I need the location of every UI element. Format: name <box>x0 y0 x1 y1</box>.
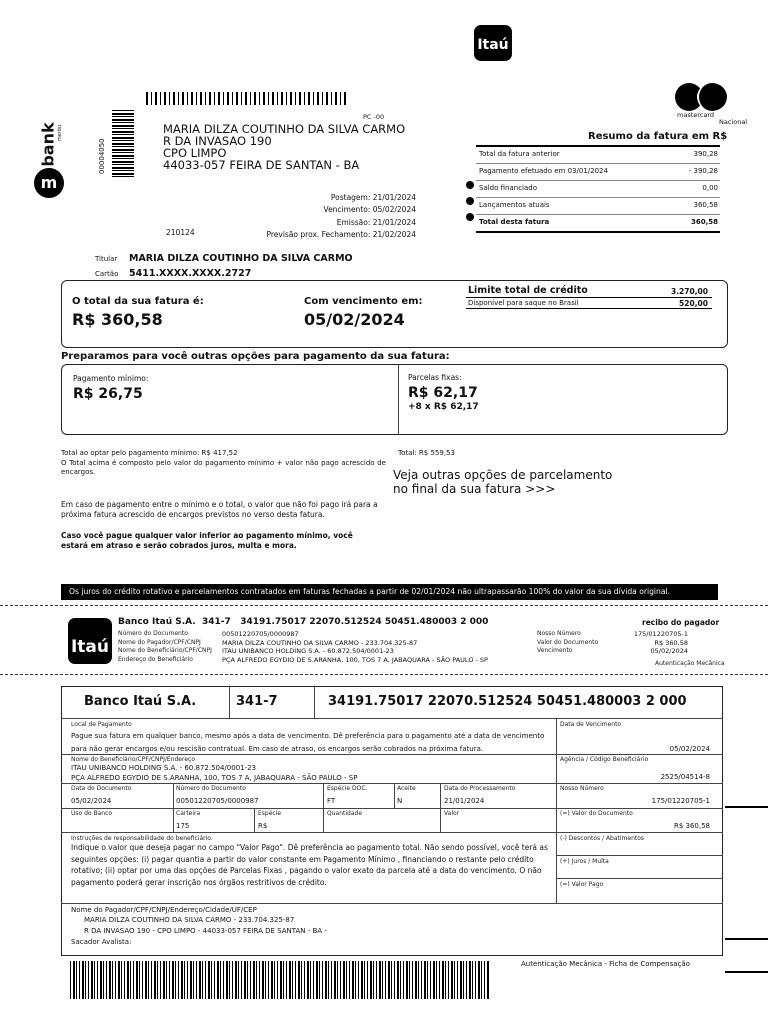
pagador-line1: MARIA DILZA COUTINHO DA SILVA CARMO - 233.704.325-87 <box>84 916 295 924</box>
vdoc-value: R$ 360,58 <box>673 822 710 830</box>
pc-code: PC -00 <box>363 113 385 121</box>
inst-sub: +8 x R$ 62,17 <box>408 402 479 412</box>
slip-digitable-line: 34191.75017 22070.512524 50451.480003 2 000 <box>328 694 687 709</box>
minus-icon <box>466 213 474 221</box>
equals-icon <box>466 181 474 189</box>
local-label: Local de Pagamento <box>71 721 132 728</box>
receipt-bank: Banco Itaú S.A. 341-7 34191.75017 22070.512524 50451.480003 2 000 <box>118 617 489 627</box>
inst-total: Total: R$ 559,53 <box>398 449 455 457</box>
slip-bank: Banco Itaú S.A. <box>84 694 197 709</box>
itau-logo: Itaú <box>474 25 512 61</box>
esp-label: Espécie DOC. <box>327 785 368 792</box>
uso-label: Uso do Banco <box>71 810 113 817</box>
card-type: Nacional <box>719 118 748 126</box>
pagador-label: Nome do Pagador/CPF/CNPJ/Endereço/Cidade/UF/CEP <box>71 906 257 914</box>
qtd-label: Quantidade <box>327 810 363 817</box>
juros-label: (+) Juros / Multa <box>560 858 609 865</box>
postal-barcode <box>146 92 346 105</box>
options-heading: Preparamos para você outras opções para pagamento da sua fatura: <box>61 351 450 362</box>
interest-banner: Os juros do crédito rotativo e parcelamentos contratados em faturas fechadas a partir de 02/01/2024 não ultrapassarão 100% do valor da sua dívida original. <box>61 584 718 600</box>
payment-barcode <box>70 961 490 999</box>
side-barcode <box>112 110 134 178</box>
cash-value: 520,00 <box>679 299 708 308</box>
inst-value: R$ 62,17 <box>408 385 478 401</box>
valor-label: Valor <box>444 810 460 817</box>
slip-auth: Autenticação Mecânica - Ficha de Compensação <box>521 960 690 968</box>
receipt-right-values: 175/01220705-1 R$ 360,58 05/02/2024 <box>633 630 688 655</box>
ddoc-label: Data do Documento <box>71 785 132 792</box>
receipt-labels: Número do Documento Nome do Pagador/CPF/CNPJ Nome do Beneficiário/CPF/CNPJ Endereço do Beneficiário <box>118 630 212 663</box>
especie-label: Espécie <box>258 810 282 817</box>
receipt-values: 00501220705/0000987 MARIA DILZA COUTINHO DA SILVA CARMO - 233.704.325-87 ITAU UNIBANCO HOLDING S.A. - 60.872.504/0001-23 PÇA ALFREDO EGYDIO DE S.ARANHA, 100, TOS 7 A, JABAQUARA - SÃO PAULO - SP <box>222 630 488 664</box>
summary-row: Saldo financiado 0,00 <box>476 181 720 198</box>
total-label: O total da sua fatura é: <box>72 296 204 307</box>
due-label: Com vencimento em: <box>304 296 423 307</box>
para1: Em caso de pagamento entre o mínimo e o total, o valor que não foi pago irá para a próxima fatura acrescido de encargos previstos no verso desta fatura. <box>61 500 378 519</box>
summary-row-total: Total desta fatura 360,58 <box>476 215 720 233</box>
side-code: 00004050 <box>98 138 106 174</box>
summary-row: Total da fatura anterior 390,28 <box>476 147 720 164</box>
instr-text: Indique o valor que deseja pagar no campo "Valor Pago". Dê preferência ao pagamento total. Não sendo possível, você terá as seguintes opções: (i) pagar quantia a partir do valor constante em Pagamento Mínimo , financiando o restante pelo crédito rotativo; (ii) optar por uma das opções de Parcelas Fixas , pagando o valor exato da parcela até a data do vencimento. O não pagamento poderá gerar inscrição nos órgãos restritivos de crédito. <box>71 843 548 887</box>
pago-label: (=) Valor Pago <box>560 881 604 888</box>
dproc-value: 21/01/2024 <box>444 797 485 805</box>
desc-label: (-) Descontos / Abatimentos <box>560 835 645 842</box>
mbank-logo: m <box>34 168 64 198</box>
holder-block: Titular MARIA DILZA COUTINHO DA SILVA CARMO Cartão 5411.XXXX.XXXX.2727 <box>95 253 353 279</box>
dates-block: Postagem: 21/01/2024 Vencimento: 05/02/2024 Emissão: 21/01/2024 Previsão prox. Fechamento: 21/02/2024 <box>266 193 416 239</box>
cash-label: Disponível para saque no Brasil <box>468 299 579 307</box>
edge-mark <box>725 971 768 973</box>
mbank-text: bank <box>38 122 58 167</box>
edge-mark <box>725 938 768 940</box>
dates-code: 210124 <box>166 228 195 237</box>
dproc-label: Data do Processamento <box>444 785 516 792</box>
esp-value: FT <box>327 797 336 805</box>
instr-label: Instruções de responsabilidade do beneficiário. <box>71 835 213 842</box>
pagador-line2: R DA INVASAO 190 - CPO LIMPO - 44033-057 FEIRA DE SANTAN - BA - <box>84 927 327 935</box>
ag-label: Agência / Código Beneficiário <box>560 756 649 763</box>
summary-title: Resumo da fatura em R$ <box>588 131 728 142</box>
benef-text: ITAU UNIBANCO HOLDING S.A. - 60.872.504/0001-23 PÇA ALFREDO EGYDIO DE S.ARANHA, 100, TOS 7 A, JABAQUARA - SÃO PAULO - SP <box>71 764 358 782</box>
receipt-title: recibo do pagador <box>642 618 720 627</box>
more-options-2[interactable]: no final da sua fatura >>> <box>393 482 556 496</box>
nn-label: Nosso Número <box>560 785 604 792</box>
mbank-small: merbu <box>57 124 64 142</box>
nn-value: 175/01220705-1 <box>651 797 710 805</box>
local-text: Pague sua fatura em qualquer banco, mesmo após a data de vencimento. Dê preferência para o pagamento até a data de vencimento para não gerar encargos e/ou rescisão contratual. Em caso de atraso, os encargos serão cobrados na próxima fatura. <box>71 732 545 753</box>
ag-value: 2525/04514-8 <box>660 773 710 781</box>
receipt-itau-logo: Itaú <box>68 618 112 664</box>
summary-row: Lançamentos atuais 360,58 <box>476 198 720 215</box>
limit-label: Limite total de crédito <box>468 285 588 296</box>
dv-value: 05/02/2024 <box>669 745 710 753</box>
benef-label: Nome do Beneficiário/CPF/CNPJ/Endereço <box>71 756 195 763</box>
mastercard-text: mastercard <box>677 111 715 119</box>
dv-label: Data de Vencimento <box>560 721 622 728</box>
due-value: 05/02/2024 <box>304 310 405 329</box>
ndoc-label: Número do Documento <box>176 785 246 792</box>
ndoc-value: 00501220705/0000987 <box>176 797 259 805</box>
slip-code: 341-7 <box>236 694 278 709</box>
cart-value: 175 <box>176 822 190 830</box>
limit-value: 3.270,00 <box>670 287 708 296</box>
recipient-address: MARIA DILZA COUTINHO DA SILVA CARMO R DA INVASAO 190 CPO LIMPO 44033-057 FEIRA DE SANTAN - BA <box>163 122 406 172</box>
inst-label: Parcelas fixas: <box>408 373 462 382</box>
summary-table <box>476 147 720 233</box>
sacador-avalista: Sacador Avalista: <box>71 938 132 946</box>
summary-row: Pagamento efetuado em 03/01/2024 - 390,28 <box>476 164 720 181</box>
aceite-value: N <box>397 797 403 805</box>
more-options-1: Veja outras opções de parcelamento <box>393 468 613 482</box>
para2: Caso você pague qualquer valor inferior ao pagamento mínimo, você estará em atraso e serão cobrados juros, multa e mora. <box>61 531 353 550</box>
especie-value: R$ <box>258 822 268 830</box>
plus-icon <box>466 197 474 205</box>
vdoc-label: (=) Valor do Documento <box>560 810 633 817</box>
min-note: O Total acima é composto pelo valor do pagamento mínimo + valor não pago acrescido de encargos. <box>61 459 386 476</box>
options-box <box>61 364 728 435</box>
receipt-auth: Autenticação Mecânica <box>655 660 725 667</box>
mastercard-logo <box>675 83 725 111</box>
receipt-right-labels: Nosso Número Valor do Documento Vencimento <box>537 630 599 654</box>
min-label: Pagamento mínimo: <box>73 374 149 383</box>
min-total: Total ao optar pelo pagamento mínimo: R$ 417,52 <box>61 449 238 457</box>
total-value: R$ 360,58 <box>72 310 163 329</box>
cart-label: Carteira <box>176 810 201 817</box>
min-value: R$ 26,75 <box>73 386 143 402</box>
ddoc-value: 05/02/2024 <box>71 797 112 805</box>
aceite-label: Aceite <box>397 785 416 792</box>
edge-mark <box>725 806 768 808</box>
